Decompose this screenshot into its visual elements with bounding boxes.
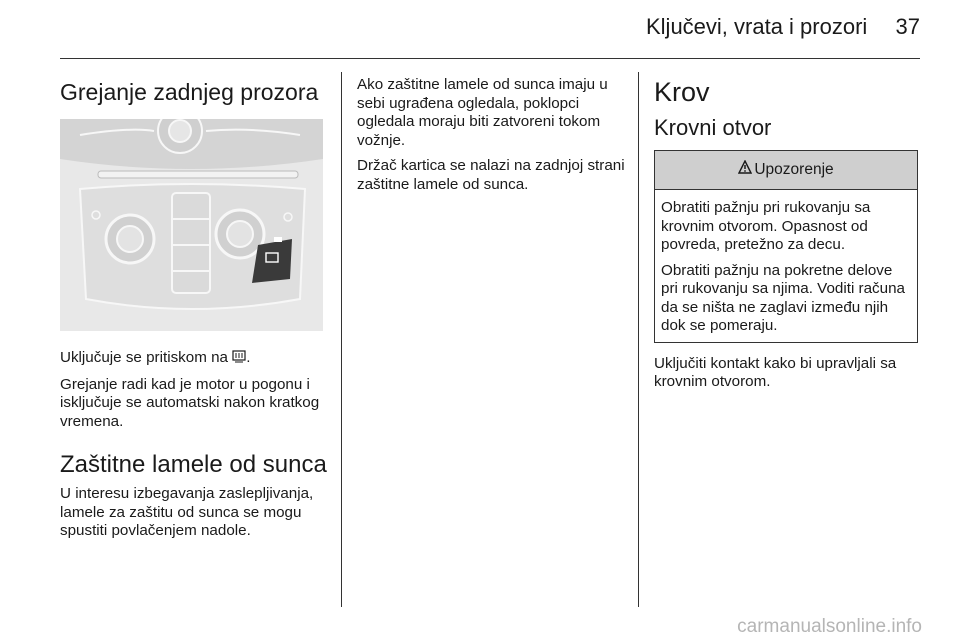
- paragraph-heating-info: Grejanje radi kad je motor u pogonu i isključuje se automatski nakon kratkog vremena.: [60, 375, 320, 430]
- section-heading-rear-window-heating: Grejanje zadnjeg prozora: [60, 79, 319, 105]
- warning-icon: [738, 160, 752, 180]
- column-right: [654, 76, 920, 399]
- subsection-heading-sunroof: Krovni otvor: [654, 115, 772, 140]
- warning-box: [654, 150, 918, 343]
- paragraph-mirrors: Ako zaštitne lamele od sunca imaju u sebi ugrađena ogledala, poklopci ogledala moraju biti zatvoreni tokom vožnje.: [357, 76, 608, 149]
- paragraph-ignition: Uključiti kontakt kako bi upravljali sa krovnim otvorom.: [654, 354, 897, 390]
- warning-paragraph: Obratiti pažnju na pokretne delove pri rukovanju sa njima. Voditi računa da se ništa ne zaglavi između njih dok se pomeraju.: [661, 261, 905, 334]
- paragraph-card-holder: Držač kartica se nalazi na zadnjoj strani zaštitne lamele od sunca.: [357, 157, 625, 193]
- paragraph-sun-visors: U interesu izbegavanja zaslepljivanja, lamele za zaštitu od sunca se mogu spustiti povlačenjem nadole.: [60, 485, 314, 539]
- rear-window-heating-icon: [232, 349, 246, 369]
- warning-title: Upozorenje: [754, 160, 834, 178]
- warning-header: [655, 151, 917, 190]
- column-left: [60, 76, 328, 548]
- watermark: carmanualsonline.info: [737, 616, 922, 637]
- column-middle: [357, 76, 632, 201]
- header-rule: [60, 58, 920, 59]
- warning-paragraph: Obratiti pažnju pri rukovanju sa krovnim otvorom. Opasnost od povreda, pretežno za decu.: [661, 199, 871, 253]
- page-number: 37: [895, 14, 920, 39]
- header-title: Ključevi, vrata i prozori: [646, 14, 868, 39]
- column-divider: [341, 72, 342, 607]
- section-heading-roof: Krov: [654, 77, 710, 107]
- climate-control-figure: [60, 119, 323, 331]
- paragraph-activation: Uključuje se pritiskom na .: [60, 349, 328, 369]
- section-heading-sun-visors: Zaštitne lamele od sunca: [60, 451, 327, 478]
- column-divider: [638, 72, 639, 607]
- warning-body: [655, 190, 917, 342]
